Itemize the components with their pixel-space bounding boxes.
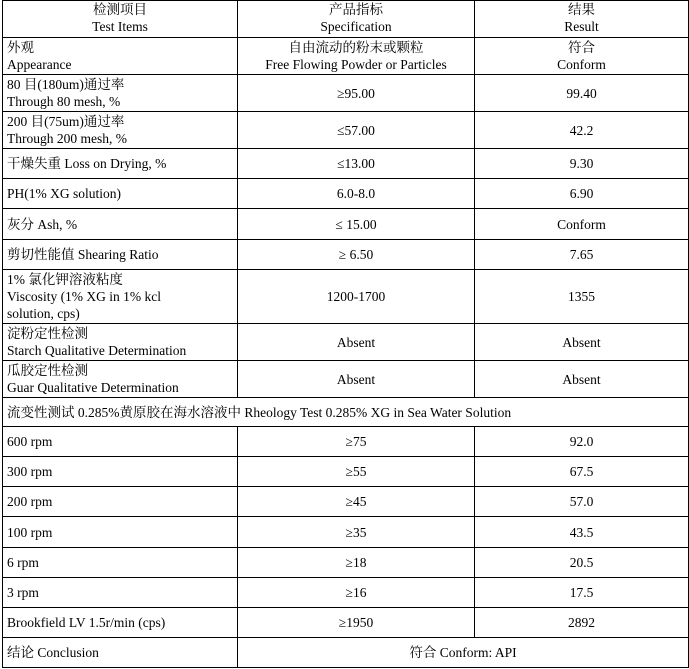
item-cell: 淀粉定性检测 Starch Qualitative Determination xyxy=(3,324,238,361)
item-cell: 200 rpm xyxy=(3,487,238,517)
spec-cell: ≥55 xyxy=(238,457,475,487)
table-row xyxy=(3,324,689,361)
item-cell: 6 rpm xyxy=(3,548,238,578)
table-row xyxy=(3,487,689,517)
spec-cell: 6.0-8.0 xyxy=(238,179,475,209)
conclusion-value: 符合 Conform: API xyxy=(238,638,689,668)
item-cell: Brookfield LV 1.5r/min (cps) xyxy=(3,608,238,638)
table-row xyxy=(3,548,689,578)
result-cell: 2892 xyxy=(475,608,689,638)
item-cell: 300 rpm xyxy=(3,457,238,487)
item-cell: PH(1% XG solution) xyxy=(3,179,238,209)
spec-cell: Absent xyxy=(238,324,475,361)
table-row xyxy=(3,361,689,398)
table-row xyxy=(3,209,689,240)
table-row xyxy=(3,517,689,548)
spec-cell: ≤ 15.00 xyxy=(238,209,475,240)
header-row xyxy=(3,1,689,38)
result-cell: 57.0 xyxy=(475,487,689,517)
spec-cell: ≥16 xyxy=(238,578,475,608)
header-test-items: 检测项目 Test Items xyxy=(3,1,238,38)
result-cell: 67.5 xyxy=(475,457,689,487)
table-row xyxy=(3,75,689,112)
specification-table xyxy=(2,0,689,668)
table-row xyxy=(3,270,689,324)
result-cell: 7.65 xyxy=(475,240,689,270)
item-cell: 瓜胶定性检测 Guar Qualitative Determination xyxy=(3,361,238,398)
table-row xyxy=(3,38,689,75)
item-cell: 600 rpm xyxy=(3,427,238,457)
result-cell: Absent xyxy=(475,361,689,398)
header-result: 结果 Result xyxy=(475,1,689,38)
item-cell: 干燥失重 Loss on Drying, % xyxy=(3,149,238,179)
table-row xyxy=(3,149,689,179)
item-cell: 100 rpm xyxy=(3,517,238,548)
item-cell: 灰分 Ash, % xyxy=(3,209,238,240)
result-cell: 43.5 xyxy=(475,517,689,548)
result-cell: 1355 xyxy=(475,270,689,324)
spec-cell: ≥75 xyxy=(238,427,475,457)
result-cell: 9.30 xyxy=(475,149,689,179)
spec-cell: ≥ 6.50 xyxy=(238,240,475,270)
spec-cell: ≤57.00 xyxy=(238,112,475,149)
spec-cell: 自由流动的粉末或颗粒 Free Flowing Powder or Particles xyxy=(238,38,475,75)
result-cell: 99.40 xyxy=(475,75,689,112)
item-cell: 200 目(75um)通过率 Through 200 mesh, % xyxy=(3,112,238,149)
spec-cell: Absent xyxy=(238,361,475,398)
table-row xyxy=(3,457,689,487)
table-row xyxy=(3,240,689,270)
spec-cell: ≤13.00 xyxy=(238,149,475,179)
table-row xyxy=(3,112,689,149)
table-row xyxy=(3,578,689,608)
table-row xyxy=(3,427,689,457)
item-cell: 剪切性能值 Shearing Ratio xyxy=(3,240,238,270)
conclusion-row xyxy=(3,638,689,668)
result-cell: 42.2 xyxy=(475,112,689,149)
item-cell: 80 目(180um)通过率 Through 80 mesh, % xyxy=(3,75,238,112)
table-row xyxy=(3,179,689,209)
result-cell: Conform xyxy=(475,209,689,240)
table-row xyxy=(3,608,689,638)
spec-cell: ≥35 xyxy=(238,517,475,548)
item-cell: 3 rpm xyxy=(3,578,238,608)
rheology-title: 流变性测试 0.285%黄原胶在海水溶液中 Rheology Test 0.285% XG in Sea Water Solution xyxy=(3,398,689,427)
spec-cell: ≥95.00 xyxy=(238,75,475,112)
result-cell: 92.0 xyxy=(475,427,689,457)
spec-cell: ≥45 xyxy=(238,487,475,517)
rheology-title-row xyxy=(3,398,689,427)
result-cell: 6.90 xyxy=(475,179,689,209)
item-cell: 1% 氯化钾溶液粘度 Viscosity (1% XG in 1% kcl solution, cps) xyxy=(3,270,238,324)
header-specification: 产品指标 Specification xyxy=(238,1,475,38)
result-cell: Absent xyxy=(475,324,689,361)
result-cell: 20.5 xyxy=(475,548,689,578)
spec-cell: 1200-1700 xyxy=(238,270,475,324)
conclusion-label: 结论 Conclusion xyxy=(3,638,238,668)
spec-cell: ≥1950 xyxy=(238,608,475,638)
item-cell: 外观 Appearance xyxy=(3,38,238,75)
result-cell: 17.5 xyxy=(475,578,689,608)
spec-cell: ≥18 xyxy=(238,548,475,578)
result-cell: 符合 Conform xyxy=(475,38,689,75)
